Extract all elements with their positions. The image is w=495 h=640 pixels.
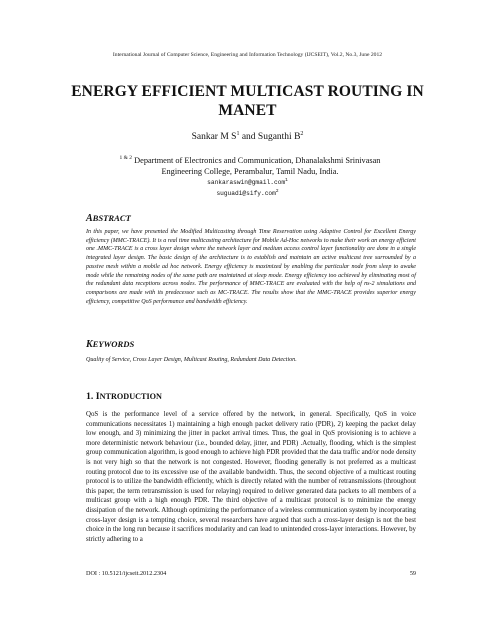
author-1-name: Sankar M S <box>191 132 237 143</box>
author-line <box>0 131 495 142</box>
author-1-sup: 1 <box>236 131 240 137</box>
abstract-heading-cap: A <box>86 213 93 224</box>
keywords-heading-rest: EYWORDS <box>92 339 135 349</box>
abstract-text: In this paper, we have presented the Modified Multicasting through Time Reservation using Adaptive Control for Excellent Energy efficiency (MMC-TRACE). It is a real time multicasting architecture for Mobile Ad-Hoc networks to make their work an energy efficient one .MMC-TRACE is a cross layer design where the network layer and medium access control layer functionality are done in a single integrated layer design. The basic design of the architecture is to establish and maintain an active multicast tree surrounded by a passive mesh within a mobile ad hoc network. Energy efficiency is maximized by enabling the particular node from sleep to awake mode while the remaining nodes of the same path are maintained at sleep mode. Energy efficiency too achieved by eliminating most of the redundant data receptions across nodes. The performance of MMC-TRACE are evaluated with the help of ns-2 simulations and comparisons are made with its predecessor such as MC-TRACE. The results show that the MMC-TRACE provides superior energy efficiency, competitive QoS performance and bandwidth efficiency. <box>86 229 416 305</box>
abstract-heading-rest: BSTRACT <box>92 213 131 223</box>
affiliation <box>100 153 400 177</box>
email-block <box>0 176 495 198</box>
page-number: 59 <box>409 570 416 577</box>
keywords-text: Quality of Service, Cross Layer Design, Multicast Routing, Redundant Data Detection. <box>86 357 297 363</box>
author-2-name: Suganthi B <box>257 132 301 143</box>
introduction-heading-rest: NTRODUCTION <box>99 392 162 401</box>
journal-header: International Journal of Computer Science, Engineering and Information Technology (IJCSEIT), Vol.2, No.3, June 2012 <box>112 52 383 58</box>
email-2[interactable] <box>0 187 495 198</box>
doi-text: DOI : 10.5121/ijcseit.2012.2304 <box>86 570 167 577</box>
email-1-sup: 1 <box>285 178 288 183</box>
email-1-text: sankaraswin@gmail.com <box>207 179 286 187</box>
introduction-text: QoS is the performance level of a service offered by the network, in general. Specifically, QoS in voice communications necessitates 1) maintaining a high enough packet delivery ratio (PDR), 2) keeping the packet delay low enough, and 3) minimizing the jitter in packet arrival times. Thus, the goal in QoS provisioning is to achieve a more deterministic network behaviour (i.e., bounded delay, jitter, and PDR) .Actually, flooding, which is the simplest group communication algorithm, is good enough to achieve high PDR provided that the data traffic and/or node density is not very high so that the network is not congested. However, flooding generally is not preferred as a multicast routing protocol due to its excessive use of the available bandwidth. Thus, the second objective of a multicast routing protocol is to utilize the bandwidth efficiently, which is directly related with the number of retransmissions (throughout this paper, the term retransmission is used for relaying) required to deliver generated data packets to all members of a multicast group with a high enough PDR. The third objective of a multicast protocol is to minimize the energy dissipation of the network. Although optimizing the performance of a wireless communication system by incorporating cross-layer design is a tempting choice, several researchers have argued that such a cross-layer design is not the best choice in the long run because it sacrifices modularity and can lead to unintended cross-layer interactions. However, by strictly adhering to a <box>86 411 416 543</box>
introduction-heading <box>86 391 162 402</box>
email-1[interactable] <box>0 176 495 187</box>
keywords-heading-cap: K <box>86 339 93 350</box>
keywords-heading <box>86 339 134 350</box>
email-2-text: suguadi@sify.com <box>216 190 276 198</box>
email-2-sup: 2 <box>275 189 279 195</box>
author-connector: and <box>239 132 258 143</box>
affiliation-text: Department of Electronics and Communication, Dhanalakshmi Srinivasan Engineering College, Perambalur, Tamil Nadu, India. <box>134 155 381 176</box>
affiliation-sup: 1 & 2 <box>119 155 133 161</box>
introduction-heading-number: 1. I <box>86 391 100 402</box>
author-2-sup: 2 <box>300 131 304 137</box>
paper-title: ENERGY EFFICIENT MULTICAST ROUTING IN MANET <box>71 83 424 119</box>
abstract-heading <box>86 213 131 224</box>
